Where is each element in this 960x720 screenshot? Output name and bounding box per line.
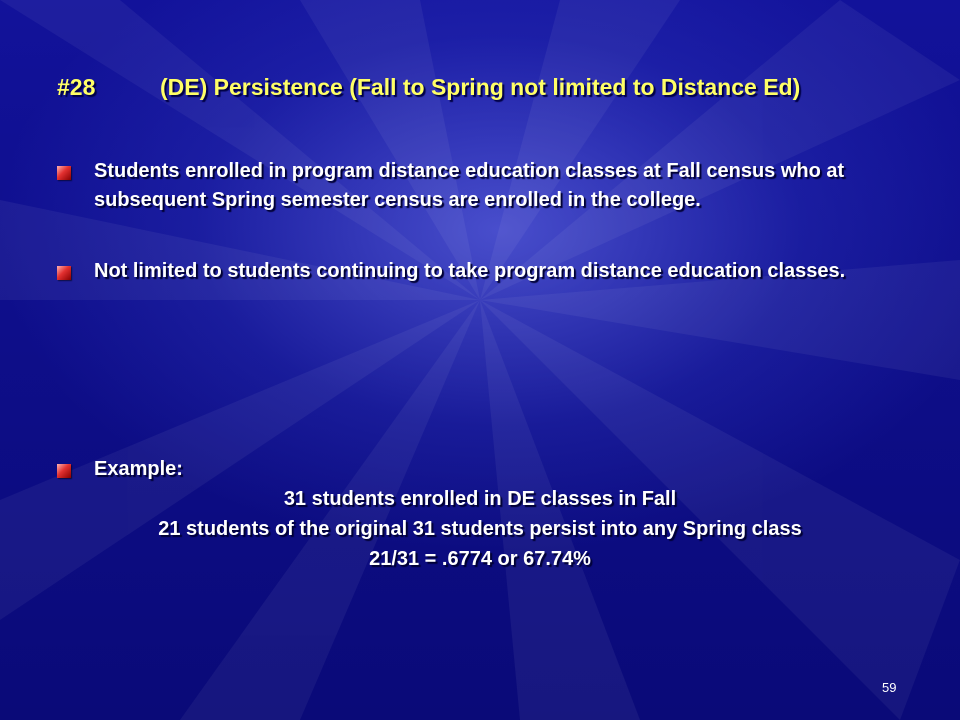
bullet-text: Students enrolled in program distance education classes at Fall census who at subsequent Spring semester census are enrolled in the college. [94,160,845,211]
bullet-marker-icon [57,464,71,478]
bullet-marker-icon [57,266,71,280]
example-line-spring: 21 students of the original 31 students persist into any Spring class [158,518,802,540]
title-text: (DE) Persistence (Fall to Spring not limited to Distance Ed) [160,74,801,100]
example-line-fall: 31 students enrolled in DE classes in Fall [283,488,677,510]
bullet-text: Not limited to students continuing to take program distance education classes. [94,260,846,282]
bullet-text: Example: [94,458,183,480]
example-calculation [60,484,900,574]
page-number: 59 [882,680,897,695]
bullet-item-example [57,455,897,484]
bullet-item-definition [57,157,897,215]
bullet-item-not-limited [57,257,897,286]
example-line-result: 21/31 = .6774 or 67.74% [369,548,591,570]
bullet-marker-icon [57,166,71,180]
title-number: #28 [57,74,96,100]
slide-title [57,74,917,101]
